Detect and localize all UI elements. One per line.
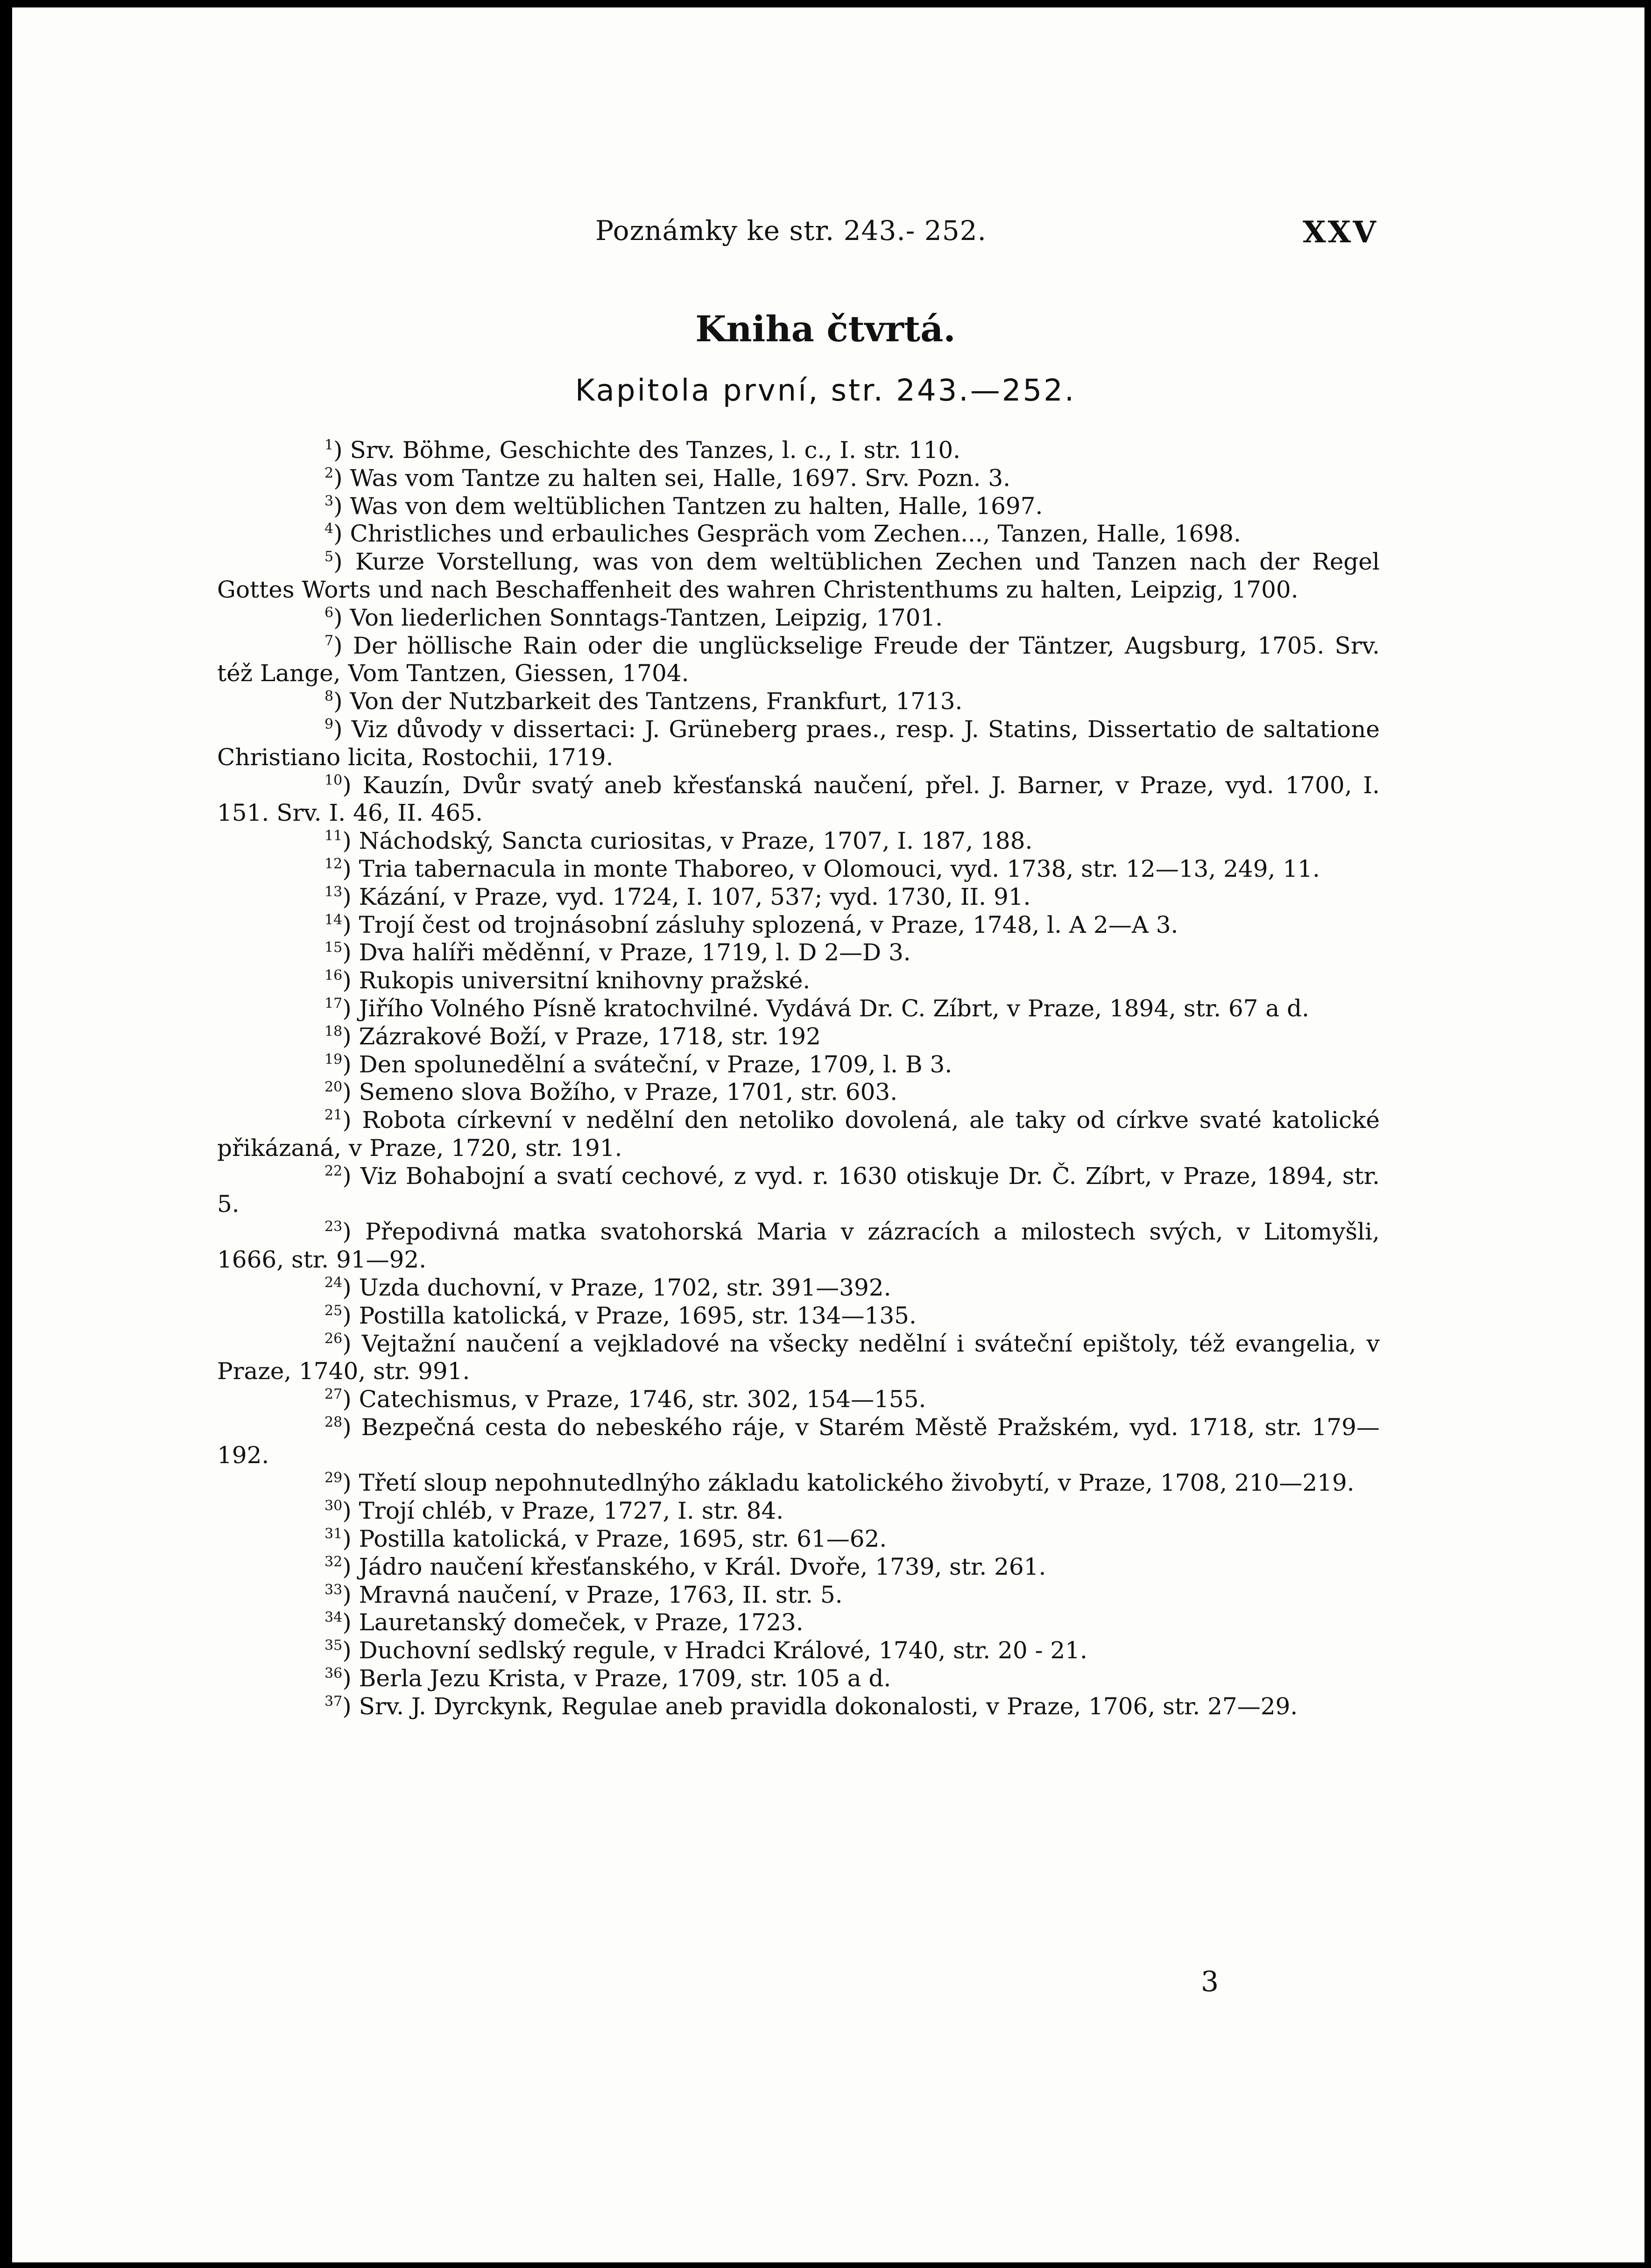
footnote-paren: ): [342, 1302, 359, 1329]
footnote-number: 33: [325, 1581, 343, 1598]
footnote-number: 2: [325, 465, 334, 481]
footnote-paren: ): [342, 967, 359, 994]
footnote: [217, 1553, 1380, 1581]
footnote: [217, 1162, 1380, 1219]
footnote-list: [217, 437, 1380, 1721]
footnote-number: 31: [325, 1526, 343, 1543]
footnote-paren: ): [342, 1386, 359, 1413]
footnote-text: Postilla katolická, v Praze, 1695, str. 61—62.: [359, 1525, 887, 1553]
footnote-text: Postilla katolická, v Praze, 1695, str. 134—135.: [359, 1302, 917, 1329]
footnote-paren: ): [333, 632, 353, 659]
footnote-text: Trojí čest od trojnásobní zásluhy splozená, v Praze, 1748, l. A 2—A 3.: [359, 911, 1178, 938]
footnote-paren: ): [342, 939, 359, 966]
footnote: [217, 520, 1380, 548]
footnote: [217, 1386, 1380, 1414]
footnote-number: 23: [325, 1219, 343, 1235]
footnote: [217, 939, 1380, 967]
chapter-title: Kapitola první, str. 243.—252.: [575, 373, 1076, 408]
footnote-text: Was vom Tantze zu halten sei, Halle, 1697. Srv. Pozn. 3.: [350, 464, 1011, 492]
footnote-number: 11: [325, 828, 343, 845]
footnote-paren: ): [333, 688, 350, 715]
footnote-paren: ): [342, 1050, 359, 1078]
footnote: [217, 688, 1380, 716]
footnote: [217, 1693, 1380, 1721]
footnote: [217, 604, 1380, 632]
footnote-paren: ): [342, 827, 359, 855]
footnote-text: Dva halíři měděnní, v Praze, 1719, l. D 2—D 3.: [359, 939, 911, 966]
footnote-paren: ): [342, 1469, 359, 1497]
footnote-paren: ): [333, 520, 350, 548]
footnote: [217, 1609, 1380, 1637]
footnote-paren: ): [342, 1497, 359, 1525]
footnote-paren: ): [342, 1106, 362, 1134]
footnote: [217, 1525, 1380, 1553]
footnote: [217, 911, 1380, 939]
footnote: [217, 883, 1380, 911]
book-title: Kniha čtvrtá.: [695, 308, 956, 350]
footnote-text: Náchodský, Sancta curiositas, v Praze, 1707, I. 187, 188.: [359, 827, 1033, 855]
footnote: [217, 967, 1380, 995]
footnote-paren: ): [333, 492, 350, 520]
footnote-text: Viz důvody v dissertaci: J. Grüneberg praes., resp. J. Statins, Dissertatio de saltatione Christiano licita, Rostochii, 1719.: [217, 715, 1380, 771]
footnote-paren: ): [342, 1330, 362, 1357]
footnote-paren: ): [342, 1022, 359, 1050]
footnote: [217, 1106, 1380, 1162]
footnote-number: 15: [325, 939, 343, 956]
footnote: [217, 548, 1380, 604]
footnote: [217, 1051, 1380, 1079]
footnote-text: Tria tabernacula in monte Thaboreo, v Olomouci, vyd. 1738, str. 12—13, 249, 11.: [359, 855, 1320, 882]
footnote-text: Srv. J. Dyrckynk, Regulae aneb pravidla dokonalosti, v Praze, 1706, str. 27—29.: [359, 1692, 1298, 1720]
footnote-text: Srv. Böhme, Geschichte des Tanzes, l. c., I. str. 110.: [350, 437, 961, 464]
footnote-text: Mravná naučení, v Praze, 1763, II. str. 5.: [359, 1581, 843, 1608]
footnote-text: Trojí chléb, v Praze, 1727, I. str. 84.: [359, 1497, 784, 1525]
footnote: [217, 493, 1380, 521]
footnote-text: Catechismus, v Praze, 1746, str. 302, 154—155.: [359, 1386, 926, 1413]
footnote: [217, 1274, 1380, 1302]
footnote-text: Den spolunedělní a sváteční, v Praze, 1709, l. B 3.: [359, 1050, 952, 1078]
footnote-text: Semeno slova Božího, v Praze, 1701, str. 603.: [359, 1078, 898, 1106]
footnote-number: 36: [325, 1665, 343, 1682]
footnote-paren: ): [342, 771, 363, 799]
footnote-number: 22: [325, 1162, 343, 1179]
footnote-paren: ): [333, 437, 350, 464]
footnote: [217, 1414, 1380, 1470]
footnote-text: Třetí sloup nepohnutedlnýho základu katolického živobytí, v Praze, 1708, 210—219.: [359, 1469, 1355, 1497]
scan-border-top: [0, 0, 1651, 7]
footnote-paren: ): [333, 715, 352, 743]
footnote-number: 1: [325, 437, 334, 453]
footnote-number: 9: [325, 716, 334, 733]
footnote-text: Lauretanský domeček, v Praze, 1723.: [359, 1609, 804, 1636]
page-number: XXV: [1303, 215, 1378, 250]
footnote: [217, 1078, 1380, 1106]
footnote-paren: ): [342, 1665, 359, 1692]
footnote-number: 28: [325, 1414, 343, 1430]
footnote-paren: ): [342, 1553, 359, 1580]
footnote-number: 35: [325, 1637, 343, 1654]
footnote-number: 19: [325, 1051, 343, 1068]
footnote-text: Was von dem weltüblichen Tantzen zu halten, Halle, 1697.: [350, 492, 1043, 520]
footnote: [217, 632, 1380, 688]
footnote-number: 37: [325, 1693, 343, 1710]
footnote: [217, 716, 1380, 772]
footnote-text: Přepodivná matka svatohorská Maria v zázracích a milostech svých, v Litomyšli, 1666, str. 91—92.: [217, 1218, 1380, 1274]
footnote-text: Rukopis universitní knihovny pražské.: [359, 967, 811, 994]
footnote-number: 26: [325, 1330, 343, 1347]
footnote-paren: ): [342, 1274, 359, 1301]
footnote: [217, 1637, 1380, 1665]
footnote-number: 34: [325, 1609, 343, 1626]
footnote: [217, 1665, 1380, 1693]
footnote-text: Jiřího Volného Písně kratochvilné. Vydává Dr. C. Zíbrt, v Praze, 1894, str. 67 a d.: [359, 994, 1309, 1022]
footnote-number: 20: [325, 1079, 343, 1096]
footnote-paren: ): [342, 1078, 359, 1106]
footnote-paren: ): [342, 1525, 359, 1553]
footnote: [217, 1469, 1380, 1497]
footnote-number: 6: [325, 604, 334, 621]
footnote: [217, 465, 1380, 493]
footnote-number: 16: [325, 967, 343, 984]
footnote-number: 13: [325, 883, 343, 900]
footnote-number: 25: [325, 1302, 343, 1319]
footnote-text: Uzda duchovní, v Praze, 1702, str. 391—392.: [359, 1274, 891, 1301]
footnote-text: Der höllische Rain oder die unglückselige Freude der Täntzer, Augsburg, 1705. Srv. též Lange, Vom Tantzen, Giessen, 1704.: [217, 632, 1380, 687]
signature-mark: 3: [1201, 1965, 1219, 1998]
footnote-number: 32: [325, 1553, 343, 1570]
footnote-number: 17: [325, 995, 343, 1012]
footnote-number: 8: [325, 688, 334, 705]
footnote-number: 4: [325, 521, 334, 537]
footnote-text: Von der Nutzbarkeit des Tantzens, Frankfurt, 1713.: [350, 688, 963, 715]
footnote-text: Zázrakové Boží, v Praze, 1718, str. 192: [359, 1022, 821, 1050]
footnote-number: 21: [325, 1107, 343, 1124]
footnote: [217, 437, 1380, 465]
running-head: Poznámky ke str. 243.- 252.: [595, 215, 987, 247]
footnote-number: 7: [325, 632, 334, 649]
footnote: [217, 1302, 1380, 1330]
footnote-paren: ): [342, 911, 359, 938]
footnote: [217, 1497, 1380, 1525]
footnote-number: 24: [325, 1274, 343, 1291]
footnote: [217, 1330, 1380, 1386]
footnote-paren: ): [342, 1581, 359, 1608]
footnote-number: 10: [325, 772, 343, 789]
footnote-number: 5: [325, 549, 334, 565]
footnote-text: Vejtažní naučení a vejkladové na všecky nedělní i sváteční epištoly, též evangelia, v Praze, 1740, str. 991.: [217, 1330, 1380, 1385]
footnote-text: Christliches und erbauliches Gespräch vom Zechen..., Tanzen, Halle, 1698.: [350, 520, 1241, 548]
footnote-number: 27: [325, 1386, 343, 1403]
footnote-text: Von liederlichen Sonntags-Tantzen, Leipzig, 1701.: [350, 604, 943, 631]
footnote-paren: ): [342, 1609, 359, 1636]
footnote-text: Duchovní sedlský regule, v Hradci Králové, 1740, str. 20 - 21.: [359, 1637, 1087, 1664]
footnote: [217, 1218, 1380, 1274]
footnote-number: 14: [325, 911, 343, 928]
scan-border-bottom: [0, 2262, 1651, 2268]
footnote-number: 18: [325, 1023, 343, 1040]
footnote-text: Berla Jezu Krista, v Praze, 1709, str. 105 a d.: [359, 1665, 891, 1692]
footnote-text: Kázání, v Praze, vyd. 1724, I. 107, 537; vyd. 1730, II. 91.: [359, 883, 1031, 910]
footnote-text: Viz Bohabojní a svatí cechové, z vyd. r. 1630 otiskuje Dr. Č. Zíbrt, v Praze, 1894, str. 5.: [217, 1162, 1380, 1218]
footnote-paren: ): [342, 1162, 360, 1190]
footnote: [217, 995, 1380, 1023]
footnote-number: 12: [325, 855, 343, 872]
footnote-paren: ): [333, 548, 355, 576]
footnote-paren: ): [342, 855, 359, 882]
footnote-number: 3: [325, 493, 334, 509]
footnote: [217, 772, 1380, 828]
footnote-paren: ): [342, 994, 359, 1022]
footnote-text: Kauzín, Dvůr svatý aneb křesťanská naučení, přel. J. Barner, v Praze, vyd. 1700, I. 151. Srv. I. 46, II. 465.: [217, 771, 1380, 827]
footnote-text: Jádro naučení křesťanského, v Král. Dvoře, 1739, str. 261.: [359, 1553, 1046, 1580]
footnote-text: Kurze Vorstellung, was von dem weltüblichen Zechen und Tanzen nach der Regel Gottes Worts und nach Beschaffenheit des wahren Christenthums zu halten, Leipzig, 1700.: [217, 548, 1380, 603]
footnote-paren: ): [342, 1692, 359, 1720]
footnote-paren: ): [333, 604, 350, 631]
footnote: [217, 827, 1380, 855]
footnote: [217, 1581, 1380, 1609]
footnote-number: 30: [325, 1498, 343, 1514]
footnote-paren: ): [342, 883, 359, 910]
footnote-text: Bezpečná cesta do nebeského ráje, v Starém Městě Pražském, vyd. 1718, str. 179—192.: [217, 1413, 1380, 1469]
footnote: [217, 855, 1380, 883]
footnote-number: 29: [325, 1470, 343, 1486]
footnote-paren: ): [333, 464, 350, 492]
footnote-paren: ): [342, 1413, 361, 1441]
footnote-paren: ): [342, 1637, 359, 1664]
footnote: [217, 1023, 1380, 1051]
footnote-paren: ): [342, 1218, 365, 1246]
footnote-text: Robota církevní v nedělní den netoliko dovolená, ale taky od církve svaté katolické přikázaná, v Praze, 1720, str. 191.: [217, 1106, 1380, 1162]
